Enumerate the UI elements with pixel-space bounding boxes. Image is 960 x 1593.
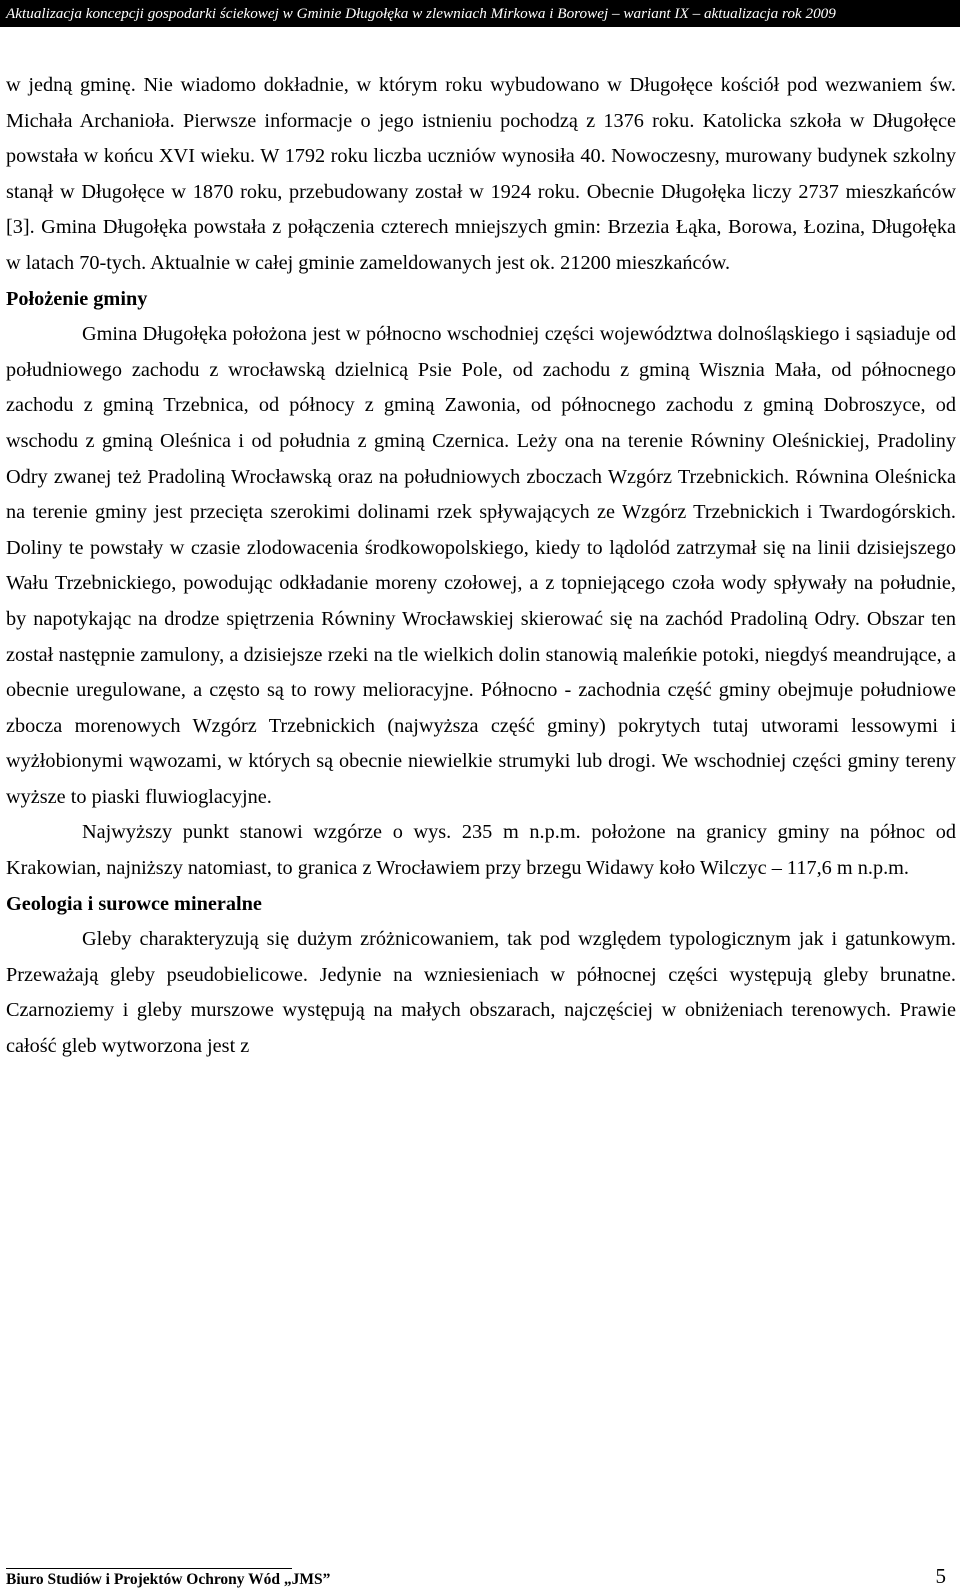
paragraph-elevation: Najwyższy punkt stanowi wzgórze o wys. 235 m n.p.m. położone na granicy gminy na północ od Krakowian, najniższy natomiast, to granica z Wrocławiem przy brzegu Widawy koło Wilczyc – 117,6 m n.p.m. (6, 821, 956, 880)
paragraph-geology: Gleby charakteryzują się dużym zróżnicowaniem, tak pod względem typologicznym jak i gatunkowym. Przeważają gleby pseudobielicowe. Jedynie na wzniesieniach w północnej części występują gleby brunatne. Czarnoziemy i gleby murszowe występują na małych obszarach, najczęściej w obniżeniach terenowych. Prawie całość gleb wytworzona jest z (6, 928, 956, 1058)
page-number: 5 (935, 1564, 946, 1588)
document-body (6, 68, 956, 1065)
footer-company: Biuro Studiów i Projektów Ochrony Wód „JMS” (6, 1571, 331, 1588)
paragraph-history: w jedną gminę. Nie wiadomo dokładnie, w którym roku wybudowano w Długołęce kościół pod wezwaniem św. Michała Archanioła. Pierwsze informacje o jego istnieniu pochodzą z 1376 roku. Katolicka szkoła w Długołęce powstała w końcu XVI wieku. W 1792 roku liczba uczniów wynosiła 40. Nowoczesny, murowany budynek szkolny stanął w Długołęce w 1870 roku, przebudowany został w 1924 roku. Obecnie Długołęka liczy 2737 mieszkańców [3]. Gmina Długołęka powstała z połączenia czterech mniejszych gmin: Brzezia Łąka, Borowa, Łozina, Długołęka w latach 70-tych. Aktualnie w całej gminie zameldowanych jest ok. 21200 mieszkańców. (6, 74, 956, 274)
section-heading-geology: Geologia i surowce mineralne (6, 892, 262, 915)
running-header: Aktualizacja koncepcji gospodarki ściekowej w Gminie Długołęka w zlewniach Mirkowa i Borowej – wariant IX – aktualizacja rok 2009 (0, 0, 960, 27)
paragraph-location: Gmina Długołęka położona jest w północno wschodniej części województwa dolnośląskiego i sąsiaduje od południowego zachodu z wrocławską dzielnicą Psie Pole, od zachodu z gminą Wisznia Mała, od północnego zachodu z gminą Trzebnica, od północy z gminą Zawonia, od północnego zachodu z gminą Dobroszyce, od wschodu z gminą Oleśnica i od południa z gminą Czernica. Leży ona na terenie Równiny Oleśnickiej, Pradoliny Odry zwanej też Pradoliną Wrocławską oraz na południowych zboczach Wzgórz Trzebnickich. Równina Oleśnicka na terenie gminy jest przecięta szerokimi dolinami rzek spływających ze Wzgórz Trzebnickich i Twardogórskich. Doliny te powstały w czasie zlodowacenia środkowopolskiego, kiedy to lądolód zatrzymał się na linii dzisiejszego Wału Trzebnickiego, powodując odkładanie moreny czołowej, a z topniejącego czoła wody spływały na południe, by napotykając na drodze spiętrzenia Równiny Wrocławskiej skierować się na zachód Pradoliną Odry. Obszar ten został następnie zamulony, a dzisiejsze rzeki na tle wielkich dolin stanowią maleńkie potoki, niegdyś meandrujące, a obecnie uregulowane, a często są to rowy melioracyjne. Północno - zachodnia część gminy obejmuje południowe zbocza morenowych Wzgórz Trzebnickich (najwyższa część gminy) pokrytych tutaj utworami lessowymi i wyżłobionymi wąwozami, w których są obecnie niewielkie strumyki lub drogi. We wschodniej części gminy tereny wyższe to piaski fluwioglacyjne. (6, 323, 956, 808)
section-heading-location: Położenie gminy (6, 287, 148, 310)
footer-divider (6, 1568, 292, 1569)
